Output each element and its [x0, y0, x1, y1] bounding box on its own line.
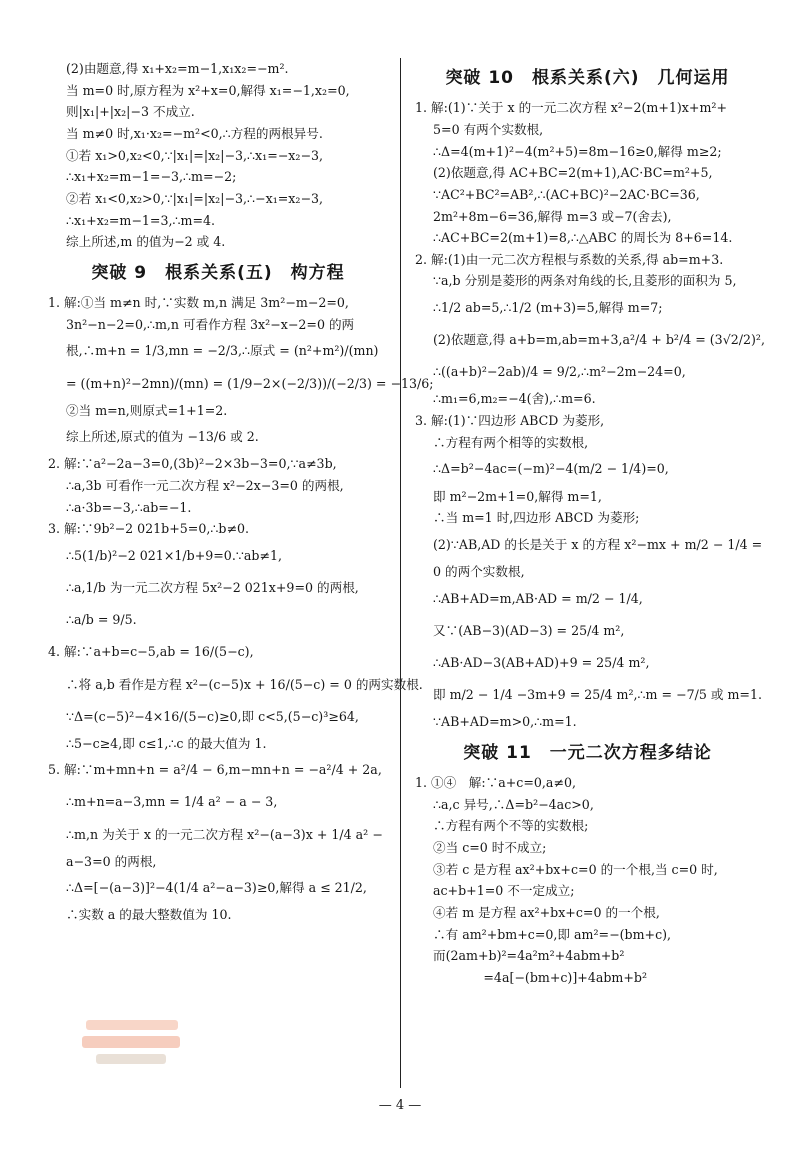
text-line: 5=0 有两个实数根,: [433, 121, 544, 137]
text-line: (2)依题意,得 a+b=m,ab=m+3,a²/4 + b²/4 = (3√2/2)²,: [433, 332, 765, 348]
text-line: ∴AB·AD−3(AB+AD)+9 = 25/4 m²,: [433, 654, 650, 670]
text-line: 1. ①④ 解:∵a+c=0,a≠0,: [415, 774, 576, 790]
text-line: 5. 解:∵m+mn+n = a²/4 − 6,m−mn+n = −a²/4 + 2a,: [48, 762, 382, 778]
text-line: 3. 解:∵9b²−2 021b+5=0,∴b≠0.: [48, 521, 250, 537]
section-heading: 突破 11 一元二次方程多结论: [463, 742, 712, 763]
text-line: ∴5(1/b)²−2 021×1/b+9=0.∵ab≠1,: [66, 548, 282, 564]
text-line: ∵AB+AD=m>0,∴m=1.: [433, 714, 577, 730]
text-line: 3n²−n−2=0,∴m,n 可看作方程 3x²−x−2=0 的两: [66, 316, 355, 332]
text-line: ∴m₁=6,m₂=−4(舍),∴m=6.: [433, 391, 596, 407]
text-line: ④若 m 是方程 ax²+bx+c=0 的一个根,: [433, 904, 660, 920]
text-line: ∴AC+BC=2(m+1)=8,∴△ABC 的周长为 8+6=14.: [433, 230, 733, 246]
text-line: ∴AB+AD=m,AB·AD = m/2 − 1/4,: [433, 590, 643, 606]
text-line: ∴m+n=a−3,mn = 1/4 a² − a − 3,: [66, 794, 278, 810]
text-line: 即 m/2 − 1/4 −3m+9 = 25/4 m²,∴m = −7/5 或 m=1.: [433, 686, 762, 702]
text-line: =4a[−(bm+c)]+4abm+b²: [433, 969, 648, 985]
text-line: 4. 解:∵a+b=c−5,ab = 16/(5−c),: [48, 644, 254, 660]
text-line: 根,∴m+n = 1/3,mn = −2/3,∴原式 = (n²+m²)/(mn): [66, 343, 379, 359]
left-column: [48, 58, 434, 926]
text-line: 当 m=0 时,原方程为 x²+x=0,解得 x₁=−1,x₂=0,: [66, 82, 350, 98]
text-line: (2)∵AB,AD 的长是关于 x 的方程 x²−mx + m/2 − 1/4 =: [433, 536, 763, 552]
text-line: 综上所述,原式的值为 −13/6 或 2.: [66, 429, 259, 445]
text-line: 则|x₁|+|x₂|−3 不成立.: [66, 104, 195, 120]
text-line: ②若 x₁<0,x₂>0,∵|x₁|=|x₂|−3,∴−x₁=x₂−3,: [66, 190, 324, 206]
text-line: 而(2am+b)²=4a²m²+4abm+b²: [433, 948, 625, 964]
text-line: 2. 解:(1)由一元二次方程根与系数的关系,得 ab=m+3.: [415, 251, 724, 267]
text-line: ∴x₁+x₂=m−1=−3,∴m=−2;: [66, 169, 237, 185]
text-line: ∴m,n 为关于 x 的一元二次方程 x²−(a−3)x + 1/4 a² −: [66, 826, 383, 842]
text-line: ∴1/2 ab=5,∴1/2 (m+3)=5,解得 m=7;: [433, 300, 663, 316]
text-line: ∴方程有两个不等的实数根;: [433, 818, 589, 834]
text-line: ②当 m=n,则原式=1+1=2.: [66, 402, 228, 418]
column-divider: [400, 58, 401, 1088]
text-line: ac+b+1=0 不一定成立;: [433, 883, 575, 899]
text-line: ∴x₁+x₂=m−1=3,∴m=4.: [66, 212, 216, 228]
text-line: ∴Δ=4(m+1)²−4(m²+5)=8m−16≥0,解得 m≥2;: [433, 143, 722, 159]
section-heading: 突破 10 根系关系(六) 几何运用: [445, 68, 730, 88]
text-line: ∴方程有两个相等的实数根,: [433, 434, 589, 450]
text-line: ∴a/b = 9/5.: [66, 612, 137, 628]
text-line: ∴Δ=[−(a−3)]²−4(1/4 a²−a−3)≥0,解得 a ≤ 21/2,: [66, 880, 367, 896]
text-line: ∵Δ=(c−5)²−4×16/(5−c)≥0,即 c<5,(5−c)³≥64,: [66, 708, 359, 724]
watermark: [66, 1020, 196, 1076]
text-line: = ((m+n)²−2mn)/(mn) = (1/9−2×(−2/3))/(−2/3) = −13/6;: [66, 375, 434, 391]
text-line: 2m²+8m−6=36,解得 m=3 或−7(舍去),: [433, 208, 672, 224]
text-line: ∴a,c 异号,∴Δ=b²−4ac>0,: [433, 796, 594, 812]
text-line: 2. 解:∵a²−2a−3=0,(3b)²−2×3b−3=0,∵a≠3b,: [48, 456, 337, 472]
text-line: 即 m²−2m+1=0,解得 m=1,: [433, 488, 602, 504]
text-line: ∴Δ=b²−4ac=(−m)²−4(m/2 − 1/4)=0,: [433, 461, 669, 477]
text-line: ∴有 am²+bm+c=0,即 am²=−(bm+c),: [433, 926, 672, 942]
text-line: ①若 x₁>0,x₂<0,∵|x₁|=|x₂|−3,∴x₁=−x₂−3,: [66, 147, 324, 163]
text-line: ∵AC²+BC²=AB²,∴(AC+BC)²−2AC·BC=36,: [433, 186, 700, 202]
text-line: ③若 c 是方程 ax²+bx+c=0 的一个根,当 c=0 时,: [433, 861, 718, 877]
text-line: ∴a,1/b 为一元二次方程 5x²−2 021x+9=0 的两根,: [66, 580, 359, 596]
text-line: ∴((a+b)²−2ab)/4 = 9/2,∴m²−2m−24=0,: [433, 364, 686, 380]
text-line: 又∵(AB−3)(AD−3) = 25/4 m²,: [433, 622, 625, 638]
text-line: ∴5−c≥4,即 c≤1,∴c 的最大值为 1.: [66, 735, 267, 751]
text-line: ∴a·3b=−3,∴ab=−1.: [66, 499, 192, 515]
text-line: 1. 解:①当 m≠n 时,∵实数 m,n 满足 3m²−m−2=0,: [48, 295, 349, 311]
text-line: a−3=0 的两根,: [66, 853, 157, 869]
text-line: 3. 解:(1)∵四边形 ABCD 为菱形,: [415, 413, 605, 429]
page-number: — 4 —: [378, 1098, 422, 1113]
text-line: (2)依题意,得 AC+BC=2(m+1),AC·BC=m²+5,: [433, 165, 713, 181]
text-line: 综上所述,m 的值为−2 或 4.: [66, 234, 226, 250]
text-line: ∴a,3b 可看作一元二次方程 x²−2x−3=0 的两根,: [66, 478, 344, 494]
text-line: ②当 c=0 时不成立;: [433, 839, 547, 855]
right-column: [415, 58, 765, 989]
text-line: ∵a,b 分别是菱形的两条对角线的长,且菱形的面积为 5,: [433, 273, 737, 289]
section-heading: 突破 9 根系关系(五) 构方程: [91, 262, 345, 283]
text-line: (2)由题意,得 x₁+x₂=m−1,x₁x₂=−m².: [66, 61, 289, 76]
text-line: ∴将 a,b 看作是方程 x²−(c−5)x + 16/(5−c) = 0 的两实数根.: [66, 676, 423, 692]
text-line: ∴实数 a 的最大整数值为 10.: [66, 907, 232, 923]
text-line: 1. 解:(1)∵关于 x 的一元二次方程 x²−2(m+1)x+m²+: [415, 100, 727, 116]
text-line: 0 的两个实数根,: [433, 563, 525, 579]
text-line: 当 m≠0 时,x₁·x₂=−m²<0,∴方程的两根异号.: [66, 125, 323, 141]
text-line: ∴当 m=1 时,四边形 ABCD 为菱形;: [433, 510, 640, 526]
